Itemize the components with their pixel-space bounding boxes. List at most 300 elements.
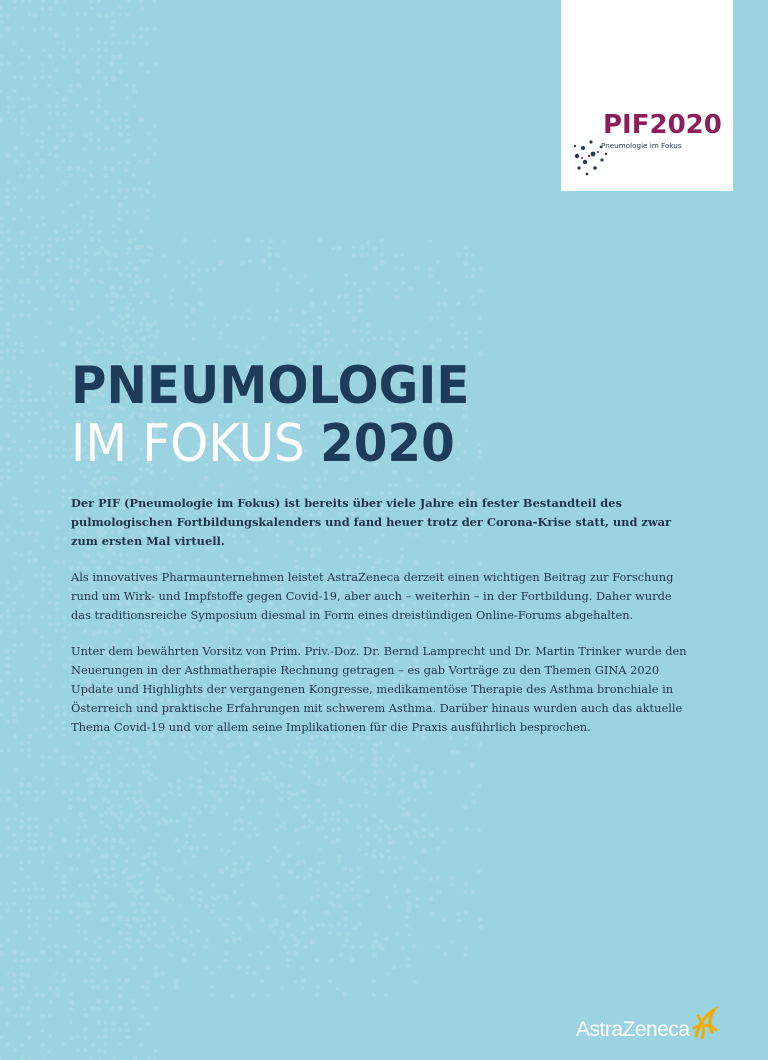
- background-dot: [133, 153, 136, 156]
- background-dot: [55, 782, 59, 786]
- background-dot: [41, 475, 46, 480]
- background-dot: [6, 525, 10, 529]
- background-dot: [187, 817, 193, 823]
- background-dot: [6, 594, 9, 597]
- background-dot: [279, 895, 284, 900]
- background-dot: [42, 566, 46, 570]
- background-dot: [146, 902, 150, 906]
- background-dot: [28, 1056, 32, 1060]
- background-dot: [55, 293, 60, 298]
- background-dot: [128, 924, 132, 928]
- background-dot: [160, 895, 164, 899]
- background-dot: [422, 778, 427, 783]
- background-dot: [345, 309, 350, 314]
- background-dot: [89, 173, 93, 177]
- background-dot: [247, 834, 252, 839]
- background-dot: [420, 770, 425, 775]
- background-dot: [33, 558, 38, 563]
- background-dot: [13, 1048, 17, 1052]
- background-dot: [261, 258, 267, 264]
- background-dot: [138, 34, 143, 39]
- background-dot: [34, 510, 39, 515]
- background-dot: [131, 41, 137, 47]
- background-dot: [128, 938, 133, 943]
- background-dot: [463, 245, 468, 250]
- background-dot: [97, 0, 101, 2]
- background-dot: [20, 117, 25, 122]
- background-dot: [316, 782, 320, 786]
- background-dot: [34, 196, 37, 199]
- background-dot: [365, 239, 370, 244]
- background-dot: [111, 300, 115, 304]
- background-dot: [191, 261, 194, 264]
- background-dot: [90, 972, 94, 976]
- background-dot: [293, 951, 298, 956]
- background-dot: [149, 246, 153, 250]
- background-dot: [111, 860, 116, 865]
- background-dot: [62, 663, 67, 668]
- background-dot: [48, 454, 52, 458]
- background-dot: [40, 510, 45, 515]
- background-dot: [27, 168, 31, 172]
- background-dot: [279, 797, 284, 802]
- background-dot: [91, 1043, 95, 1047]
- background-dot: [54, 33, 59, 38]
- background-dot: [335, 838, 340, 843]
- background-dot: [68, 958, 73, 963]
- background-dot: [230, 775, 235, 780]
- background-dot: [77, 923, 81, 927]
- background-dot: [429, 240, 432, 243]
- background-dot: [97, 105, 101, 109]
- background-dot: [269, 239, 273, 243]
- background-dot: [356, 866, 361, 871]
- background-dot: [203, 769, 207, 773]
- background-dot: [0, 853, 3, 857]
- background-dot: [346, 771, 350, 775]
- background-dot: [14, 118, 17, 121]
- background-dot: [6, 328, 10, 332]
- background-dot: [99, 756, 103, 760]
- background-dot: [40, 635, 44, 639]
- background-dot: [20, 839, 24, 843]
- background-dot: [20, 614, 24, 618]
- background-dot: [6, 385, 10, 389]
- background-dot: [35, 671, 39, 675]
- background-dot: [35, 916, 38, 919]
- background-dot: [48, 684, 52, 688]
- background-dot: [443, 770, 447, 774]
- background-dot: [27, 1035, 32, 1040]
- background-dot: [77, 826, 81, 830]
- background-dot: [26, 698, 32, 704]
- background-dot: [19, 642, 23, 646]
- background-dot: [169, 790, 173, 794]
- background-dot: [237, 817, 242, 822]
- background-dot: [55, 111, 59, 115]
- background-dot: [138, 321, 143, 326]
- background-dot: [470, 274, 474, 278]
- background-dot: [47, 916, 52, 921]
- background-dot: [128, 261, 132, 265]
- background-dot: [83, 272, 86, 275]
- background-dot: [344, 293, 350, 299]
- background-dot: [41, 714, 44, 717]
- background-dot: [331, 812, 335, 816]
- background-dot: [12, 719, 17, 724]
- background-dot: [359, 848, 362, 851]
- background-dot: [41, 7, 45, 11]
- background-dot: [128, 344, 133, 349]
- background-dot: [190, 784, 194, 788]
- background-dot: [69, 1000, 74, 1005]
- background-dot: [315, 958, 319, 962]
- background-dot: [422, 784, 427, 789]
- background-dot: [337, 771, 342, 776]
- background-dot: [428, 791, 432, 795]
- background-dot: [12, 419, 16, 423]
- background-dot: [191, 337, 195, 341]
- background-dot: [330, 840, 334, 844]
- background-dot: [68, 265, 72, 269]
- background-dot: [61, 973, 65, 977]
- background-dot: [118, 217, 122, 221]
- background-dot: [211, 883, 215, 887]
- background-dot: [286, 923, 292, 929]
- background-dot: [35, 776, 38, 779]
- background-dot: [69, 236, 74, 241]
- background-dot: [0, 615, 4, 619]
- background-dot: [75, 61, 80, 66]
- background-dot: [230, 994, 234, 998]
- background-dot: [93, 477, 98, 482]
- background-dot: [239, 786, 243, 790]
- background-dot: [34, 683, 39, 688]
- background-dot: [27, 915, 31, 919]
- background-dot: [196, 929, 200, 933]
- background-dot: [0, 350, 4, 354]
- background-dot: [140, 861, 145, 866]
- background-dot: [13, 679, 16, 682]
- background-dot: [125, 210, 129, 214]
- background-dot: [98, 1049, 102, 1053]
- background-dot: [337, 351, 340, 354]
- background-dot: [19, 691, 24, 696]
- background-dot: [5, 853, 9, 857]
- background-dot: [318, 322, 323, 327]
- background-dot: [13, 767, 19, 773]
- background-dot: [63, 818, 66, 821]
- background-dot: [41, 215, 46, 220]
- background-dot: [147, 70, 150, 73]
- background-dot: [170, 302, 175, 307]
- background-dot: [6, 621, 11, 626]
- background-dot: [251, 902, 255, 906]
- background-dot: [135, 351, 139, 355]
- background-dot: [13, 643, 17, 647]
- background-dot: [49, 721, 52, 724]
- background-dot: [132, 321, 135, 324]
- background-dot: [349, 867, 354, 872]
- background-dot: [225, 939, 230, 944]
- background-dot: [12, 601, 15, 604]
- background-dot: [401, 806, 406, 811]
- background-dot: [56, 41, 60, 45]
- background-dot: [322, 804, 325, 807]
- background-dot: [99, 945, 103, 949]
- background-dot: [0, 797, 2, 800]
- background-dot: [55, 950, 59, 954]
- background-dot: [62, 1042, 66, 1046]
- background-dot: [188, 755, 192, 759]
- background-dot: [76, 915, 81, 920]
- background-dot: [0, 265, 3, 270]
- background-dot: [26, 314, 30, 318]
- background-dot: [34, 538, 39, 543]
- background-dot: [154, 1049, 157, 1052]
- background-dot: [225, 812, 228, 815]
- background-dot: [281, 930, 286, 935]
- background-dot: [61, 503, 65, 507]
- background-dot: [117, 41, 121, 45]
- background-dot: [124, 328, 129, 333]
- background-dot: [336, 922, 341, 927]
- background-dot: [337, 827, 341, 831]
- background-dot: [198, 904, 203, 909]
- background-dot: [161, 985, 165, 989]
- background-dot: [5, 902, 8, 905]
- background-dot: [142, 316, 147, 321]
- background-dot: [97, 783, 102, 788]
- article-body: [71, 494, 691, 754]
- background-dot: [198, 301, 204, 307]
- background-dot: [96, 90, 100, 94]
- background-dot: [62, 252, 65, 255]
- background-dot: [429, 771, 434, 776]
- background-dot: [28, 0, 31, 3]
- background-dot: [55, 560, 59, 564]
- background-dot: [233, 862, 238, 867]
- background-dot: [140, 1015, 144, 1019]
- background-dot: [113, 252, 119, 258]
- background-dot: [253, 476, 258, 481]
- background-dot: [55, 237, 60, 242]
- background-dot: [264, 776, 269, 781]
- background-dot: [471, 799, 476, 804]
- background-dot: [134, 477, 139, 482]
- background-dot: [188, 845, 194, 851]
- background-dot: [34, 250, 38, 254]
- background-dot: [394, 343, 399, 348]
- background-dot: [400, 945, 405, 950]
- background-dot: [34, 656, 38, 660]
- background-dot: [350, 958, 354, 962]
- body-paragraph-2: Unter dem bewährten Vorsitz von Prim. Priv.-Doz. Dr. Bernd Lamprecht und Dr. Martin Trinker wurde den Neuerungen in der Asthmatherapie Rechnung getragen – es gab Vorträge zu den Themen GINA 2020 Update und Highlights der vergangenen Kongresse, medikamentöse Therapie des Asthma bronchiale in Österreich und praktische Erfahrungen mit schwerem Asthma. Darüber hinaus wurden auch das aktuelle Thema Covid-19 und vor allem seine Implikationen für die Praxis ausführlich besprochen.: [71, 644, 687, 734]
- background-dot: [5, 817, 10, 822]
- background-dot: [124, 978, 129, 983]
- background-dot: [34, 474, 39, 479]
- background-dot: [357, 875, 361, 879]
- background-dot: [280, 761, 285, 766]
- background-dot: [63, 112, 66, 115]
- background-dot: [478, 918, 483, 923]
- background-dot: [34, 986, 39, 991]
- background-dot: [20, 244, 23, 247]
- background-dot: [117, 12, 121, 16]
- background-dot: [302, 338, 306, 342]
- background-dot: [308, 755, 313, 760]
- background-dot: [27, 748, 31, 752]
- background-dot: [47, 250, 51, 254]
- background-dot: [122, 295, 125, 298]
- background-dot: [233, 784, 237, 788]
- background-dot: [372, 849, 377, 854]
- background-dot: [406, 908, 411, 913]
- background-dot: [40, 75, 45, 80]
- background-dot: [54, 943, 59, 948]
- background-dot: [129, 814, 132, 817]
- background-dot: [191, 834, 196, 839]
- background-dot: [55, 866, 59, 870]
- background-dot: [294, 979, 298, 983]
- background-dot: [374, 833, 378, 837]
- background-dot: [387, 757, 392, 762]
- background-dot: [99, 778, 103, 782]
- background-dot: [19, 965, 23, 969]
- background-dot: [176, 785, 181, 790]
- background-dot: [5, 908, 10, 913]
- background-dot: [132, 293, 136, 297]
- background-dot: [147, 258, 150, 261]
- background-dot: [373, 777, 377, 781]
- background-dot: [126, 252, 129, 255]
- background-dot: [19, 511, 24, 516]
- background-dot: [61, 537, 66, 542]
- background-dot: [182, 845, 187, 850]
- background-dot: [303, 945, 307, 949]
- background-dot: [33, 600, 38, 605]
- background-dot: [26, 825, 31, 830]
- background-dot: [138, 754, 143, 759]
- background-dot: [12, 833, 16, 837]
- background-dot: [293, 909, 298, 914]
- background-dot: [413, 980, 417, 984]
- background-dot: [258, 811, 263, 816]
- background-dot: [7, 972, 11, 976]
- background-dot: [127, 247, 131, 251]
- background-dot: [336, 987, 339, 990]
- background-dot: [0, 749, 4, 753]
- background-dot: [190, 888, 194, 892]
- background-dot: [145, 321, 150, 326]
- background-dot: [363, 818, 367, 822]
- background-dot: [107, 807, 111, 811]
- background-dot: [63, 392, 66, 395]
- background-dot: [303, 484, 308, 489]
- background-dot: [225, 866, 229, 870]
- background-dot: [224, 958, 228, 962]
- background-dot: [61, 124, 66, 129]
- background-dot: [157, 820, 162, 825]
- background-dot: [70, 287, 74, 291]
- background-dot: [237, 937, 241, 941]
- background-dot: [365, 804, 369, 808]
- background-dot: [343, 888, 347, 892]
- background-dot: [463, 952, 468, 957]
- background-dot: [402, 800, 407, 805]
- background-dot: [477, 784, 481, 788]
- background-dot: [34, 728, 38, 732]
- background-dot: [0, 944, 3, 949]
- background-dot: [6, 111, 9, 114]
- background-dot: [329, 958, 333, 962]
- background-dot: [21, 97, 25, 101]
- background-dot: [183, 924, 187, 928]
- background-dot: [55, 525, 59, 529]
- background-dot: [248, 820, 252, 824]
- background-dot: [223, 922, 228, 927]
- background-dot: [470, 477, 474, 481]
- background-dot: [5, 649, 10, 654]
- background-dot: [336, 881, 340, 885]
- background-dot: [274, 316, 279, 321]
- background-dot: [13, 889, 16, 892]
- background-dot: [20, 1042, 25, 1047]
- background-dot: [100, 764, 105, 769]
- background-dot: [118, 993, 123, 998]
- background-dot: [96, 61, 100, 65]
- background-dot: [233, 344, 238, 349]
- background-dot: [139, 301, 143, 305]
- background-dot: [204, 804, 208, 808]
- background-dot: [380, 869, 384, 873]
- background-dot: [282, 240, 286, 244]
- background-dot: [27, 754, 32, 759]
- background-dot: [32, 83, 38, 89]
- background-dot: [86, 910, 92, 916]
- background-dot: [246, 755, 250, 759]
- background-dot: [40, 594, 44, 598]
- background-dot: [226, 917, 229, 920]
- background-dot: [49, 588, 52, 591]
- background-dot: [86, 903, 91, 908]
- background-dot: [41, 132, 44, 135]
- background-dot: [61, 439, 66, 444]
- background-dot: [153, 1006, 158, 1011]
- background-dot: [84, 937, 88, 941]
- background-dot: [124, 111, 129, 116]
- background-dot: [28, 439, 32, 443]
- background-dot: [132, 89, 137, 94]
- background-dot: [240, 884, 243, 887]
- background-dot: [139, 475, 142, 478]
- background-dot: [42, 1055, 45, 1058]
- background-dot: [0, 916, 3, 920]
- background-dot: [153, 838, 156, 841]
- background-dot: [91, 279, 94, 282]
- background-dot: [20, 959, 24, 963]
- background-dot: [21, 0, 25, 3]
- background-dot: [110, 167, 115, 172]
- background-dot: [33, 446, 38, 451]
- background-dot: [133, 105, 136, 108]
- background-dot: [114, 813, 119, 818]
- background-dot: [174, 979, 180, 985]
- background-dot: [343, 867, 348, 872]
- background-dot: [14, 959, 18, 963]
- background-dot: [449, 827, 454, 832]
- background-dot: [7, 180, 11, 184]
